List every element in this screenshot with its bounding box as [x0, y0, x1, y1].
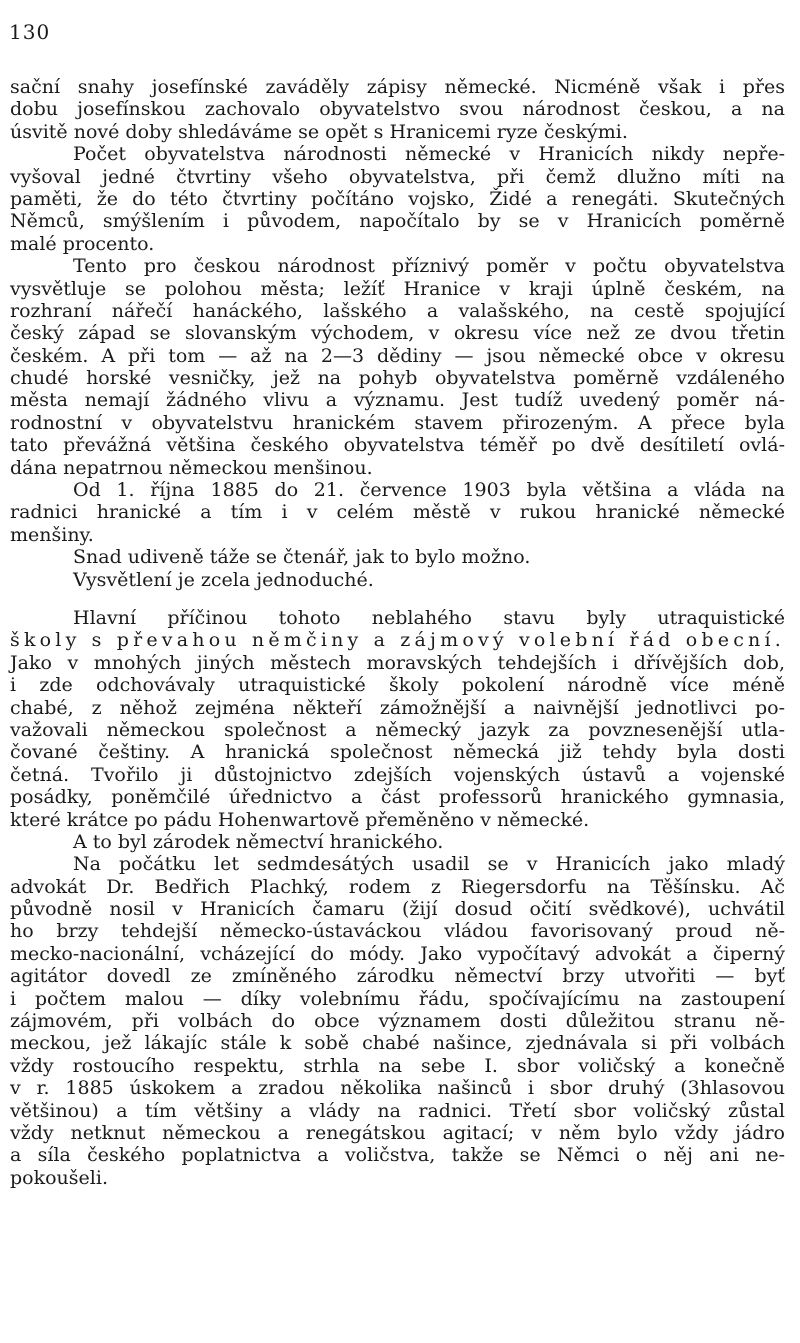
- text-line-part: Hlavní příčinou tohoto neblahého stavu byly utraquistické: [73, 606, 785, 629]
- text-line: agitátor dovedl ze zmíněného zárodku němectví brzy utvořiti — byť: [10, 965, 785, 988]
- text-line: dobu josefínskou zachovalo obyvatelstvo svou národnost českou, a na: [10, 98, 785, 121]
- text-line: [10, 607, 785, 629]
- text-line: chudé horské vesničky, jež na pohyb obyvatelstva poměrně vzdáleného: [10, 367, 785, 390]
- text-line: meckou, jež lákajíc stále k sobě chabé našince, zjednávala si při volbách: [10, 1032, 785, 1055]
- text-line: úsvitě nové doby shledáváme se opět s Hranicemi ryze českými.: [10, 120, 628, 143]
- text-line: ho brzy tehdejší německo-ústaváckou vládou favorisovaný proud ně-: [10, 920, 785, 943]
- text-line: Počet obyvatelstva národnosti německé v Hranicích nikdy nepře-: [73, 143, 785, 166]
- text-line: menšiny.: [10, 523, 94, 546]
- text-line: školy s převahou němčiny a zájmový volební řád obecní.: [10, 629, 785, 652]
- text-line: které krátce po pádu Hohenwartově přeměněno v německé.: [10, 808, 590, 831]
- text-line: Jako v mnohých jiných městech moravských tehdejších i dřívějších dob,: [10, 651, 785, 674]
- text-line: mecko-nacionální, vcházející do módy. Jako vypočítavý advokát a čiperný: [10, 942, 785, 965]
- text-line: Tento pro českou národnost příznivý poměr v počtu obyvatelstva: [73, 255, 785, 278]
- text-line: radnici hranické a tím i v celém městě v rukou hranické německé: [10, 501, 785, 524]
- paragraph-gap: [10, 591, 785, 607]
- text-line: malé procento.: [10, 232, 155, 255]
- text-line: vyšoval jedné čtvrtiny všeho obyvatelstva, při čemž dlužno míti na: [10, 165, 785, 188]
- text-line: vždy rostoucího respektu, strhla na sebe I. sbor voličský a konečně: [10, 1054, 785, 1077]
- text-line: vysvětluje se polohou města; ležíť Hranice v kraji úplně českém, na: [10, 277, 785, 300]
- text-line: chabé, z něhož zejména někteří zámožnější a naivnější jednotlivci po-: [10, 696, 785, 719]
- text-line: Na počátku let sedmdesátých usadil se v Hranicích jako mladý: [73, 853, 785, 876]
- text-line: i zde odchovávaly utraquistické školy pokolení národně více méně: [10, 674, 785, 697]
- text-line: rozhraní nářečí hanáckého, lašského a valašského, na cestě spojující: [10, 299, 785, 322]
- text-line: český západ se slovanským východem, v okresu více než ze dvou třetin: [10, 322, 785, 345]
- text-line: i počtem malou — díky volebnímu řádu, spočívajícímu na zastoupení: [10, 987, 785, 1010]
- text-line: važovali německou společnost a německý jazyk za povznesenější utla-: [10, 718, 785, 741]
- text-line: posádky, poněmčilé úřednictvo a část professorů hranického gymnasia,: [10, 786, 785, 809]
- text-line: vždy netknut německou a renegátskou agitací; v něm bylo vždy jádro: [10, 1121, 785, 1144]
- text-line: A to byl zárodek němectví hranického.: [73, 830, 444, 853]
- text-line: Od 1. října 1885 do 21. července 1903 byla většina a vláda na: [73, 479, 785, 502]
- text-line: paměti, že do této čtvrtiny počítáno vojsko, Židé a renegáti. Skutečných: [10, 187, 785, 210]
- text-line: zájmovém, při volbách do obce významem dosti důležitou stranu ně-: [10, 1010, 785, 1033]
- text-line: Vysvětlení je zcela jednoduché.: [73, 568, 374, 591]
- text-line: většinou) a tím většiny a vlády na radnici. Třetí sbor voličský zůstal: [10, 1099, 785, 1122]
- body-text: [10, 76, 785, 1189]
- text-line: tato převážná většina českého obyvatelstva téměř po dvě desítiletí ovlá-: [10, 434, 785, 457]
- page-number: 130: [9, 20, 51, 44]
- text-line: sační snahy josefínské zaváděly zápisy německé. Nicméně však i přes: [10, 76, 785, 98]
- text-line: Němců, smýšlením i původem, napočítalo by se v Hranicích poměrně: [10, 210, 785, 233]
- text-line: původně nosil v Hranicích čamaru (žijí dosud očití svědkové), uchvátil: [10, 898, 785, 921]
- text-line: a síla českého poplatnictva a voličstva, takže se Němci o něj ani ne-: [10, 1144, 785, 1167]
- text-line: města nemají žádného vlivu a významu. Jest tudíž uvedený poměr ná-: [10, 389, 785, 412]
- text-line: dána nepatrnou německou menšinou.: [10, 456, 373, 479]
- text-line: čované češtiny. A hranická společnost německá již tehdy byla dosti: [10, 741, 785, 764]
- text-line: pokoušeli.: [10, 1166, 108, 1189]
- text-line: četná. Tvořilo ji důstojnictvo zdejších vojenských ústavů a vojenské: [10, 763, 785, 786]
- text-line: rodnostní v obyvatelstvu hranickém stavem přirozeným. A přece byla: [10, 411, 785, 434]
- text-line: Snad udiveně táže se čtenář, jak to bylo možno.: [73, 546, 531, 569]
- text-line: českém. A při tom — až na 2—3 dědiny — jsou německé obce v okresu: [10, 344, 785, 367]
- text-line: advokát Dr. Bedřich Plachký, rodem z Riegersdorfu na Těšínsku. Ač: [10, 875, 785, 898]
- text-line: v r. 1885 úskokem a zradou několika našinců i sbor druhý (3hlasovou: [10, 1077, 785, 1100]
